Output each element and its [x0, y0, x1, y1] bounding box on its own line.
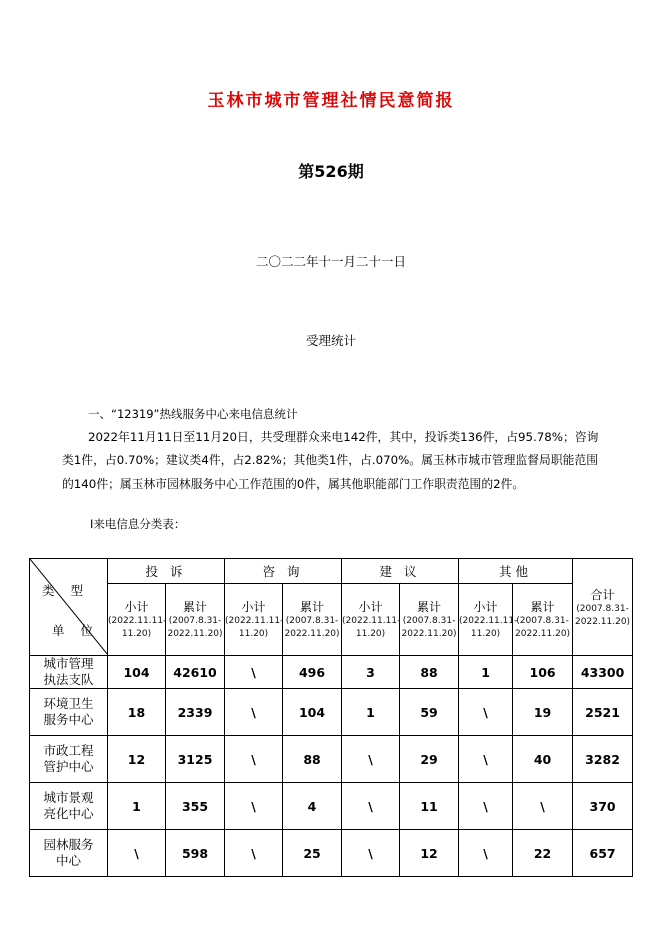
sub-col-range: (2022.11.11-11.20) [459, 616, 518, 639]
sub-col-label: 累计 [300, 600, 325, 614]
value-cell: \ [342, 830, 400, 877]
value-cell: \ [459, 830, 513, 877]
value-cell: 104 [283, 689, 342, 736]
report-title: 玉林市城市管理社情民意简报 [207, 91, 455, 111]
value-cell: 25 [283, 830, 342, 877]
sub-col-range: (2022.11.11-11.20) [225, 616, 284, 639]
value-cell: 1 [459, 656, 513, 689]
value-cell: \ [225, 656, 283, 689]
sub-col-range: (2022.11.11-11.20) [342, 616, 401, 639]
corner-diagonal-line [30, 559, 108, 655]
value-cell: 3 [342, 656, 400, 689]
value-cell: 1 [342, 689, 400, 736]
value-cell: 355 [166, 783, 225, 830]
value-cell: 22 [513, 830, 573, 877]
sub-col-label: 累计 [530, 600, 555, 614]
sub-col-label: 小计 [473, 600, 498, 614]
value-cell: 43300 [573, 656, 633, 689]
total-range: (2007.8.31-2022.11.20) [575, 603, 631, 627]
unit-cell: 市政工程 管护中心 [30, 736, 108, 783]
value-cell: \ [459, 783, 513, 830]
value-cell: \ [225, 830, 283, 877]
sub-col-label: 累计 [417, 600, 442, 614]
issue-number: 第526期 [298, 162, 364, 181]
total-label: 合计 [590, 587, 615, 602]
heading-hotline-stats: 一、“12319”热线服务中心来电信息统计 [88, 407, 298, 421]
report-date: 二〇二二年十一月二十一日 [255, 254, 406, 269]
table-row [30, 656, 633, 689]
sub-col-header [459, 584, 518, 656]
sub-col-range: (2007.8.31-2022.11.20) [401, 616, 457, 639]
sub-col-header [283, 584, 342, 656]
value-cell: 3282 [573, 736, 633, 783]
corner-type-label: 类 型 [42, 583, 89, 598]
value-cell: 19 [513, 689, 573, 736]
unit-cell: 环境卫生 服务中心 [30, 689, 108, 736]
table-corner-header [30, 559, 108, 656]
value-cell: \ [225, 689, 283, 736]
value-cell: 657 [573, 830, 633, 877]
sub-col-header [225, 584, 283, 656]
table-row [30, 689, 633, 736]
table-body [30, 656, 633, 877]
value-cell: 496 [283, 656, 342, 689]
value-cell: \ [342, 736, 400, 783]
group-consult: 咨 询 [225, 559, 342, 584]
unit-cell: 城市管理 执法支队 [30, 656, 108, 689]
value-cell: 12 [400, 830, 459, 877]
value-cell: 11 [400, 783, 459, 830]
value-cell: \ [225, 736, 283, 783]
value-cell: 106 [513, 656, 573, 689]
table-caption: Ⅰ来电信息分类表： [90, 517, 186, 531]
group-complaint: 投 诉 [108, 559, 225, 584]
value-cell: 59 [400, 689, 459, 736]
value-cell: 3125 [166, 736, 225, 783]
sub-col-header [166, 584, 225, 656]
sub-col-header [342, 584, 400, 656]
value-cell: 40 [513, 736, 573, 783]
unit-cell: 园林服务 中心 [30, 830, 108, 877]
sub-col-range: (2007.8.31-2022.11.20) [167, 616, 223, 639]
value-cell: \ [108, 830, 166, 877]
table-row [30, 736, 633, 783]
sub-col-label: 累计 [183, 600, 208, 614]
value-cell: \ [459, 736, 513, 783]
value-cell: \ [459, 689, 513, 736]
value-cell: 29 [400, 736, 459, 783]
table-row [30, 830, 633, 877]
value-cell: 104 [108, 656, 166, 689]
value-cell: 598 [166, 830, 225, 877]
sub-col-range: (2007.8.31-2022.11.20) [284, 616, 340, 639]
sub-col-label: 小计 [241, 600, 266, 614]
sub-col-label: 小计 [124, 600, 149, 614]
value-cell: \ [225, 783, 283, 830]
value-cell: 18 [108, 689, 166, 736]
table-row [30, 783, 633, 830]
section-title: 受理统计 [305, 333, 356, 348]
value-cell: 2521 [573, 689, 633, 736]
sub-col-header [108, 584, 166, 656]
value-cell: 12 [108, 736, 166, 783]
value-cell: 1 [108, 783, 166, 830]
sub-col-header [400, 584, 459, 656]
sub-col-label: 小计 [358, 600, 383, 614]
value-cell: 42610 [166, 656, 225, 689]
value-cell: 88 [400, 656, 459, 689]
value-cell: 4 [283, 783, 342, 830]
value-cell: 370 [573, 783, 633, 830]
unit-cell: 城市景观 亮化中心 [30, 783, 108, 830]
sub-col-range: (2022.11.11-11.20) [108, 616, 167, 639]
call-classification-table [29, 558, 633, 877]
group-suggest: 建 议 [342, 559, 459, 584]
sub-col-range: (2007.8.31-2022.11.20) [515, 616, 571, 639]
stats-paragraph-text: 2022年11月11日至11月20日，共受理群众来电142件，其中，投诉类136件，占95.78%；咨询类1件，占0.70%；建议类4件，占2.82%；其他类1件，占.070%。属玉林市城市管理监督局职能范围的140件；属玉林市园林服务中心工作范围的0件，属其他职能部门工作职责范围的2件。 [62, 430, 599, 491]
value-cell: 2339 [166, 689, 225, 736]
value-cell: \ [342, 783, 400, 830]
value-cell: \ [513, 783, 573, 830]
stats-paragraph [62, 426, 602, 496]
total-header [573, 559, 633, 656]
sub-col-header [513, 584, 573, 656]
value-cell: 88 [283, 736, 342, 783]
group-other: 其他 [459, 559, 573, 584]
corner-unit-label: 单 位 [52, 623, 99, 638]
